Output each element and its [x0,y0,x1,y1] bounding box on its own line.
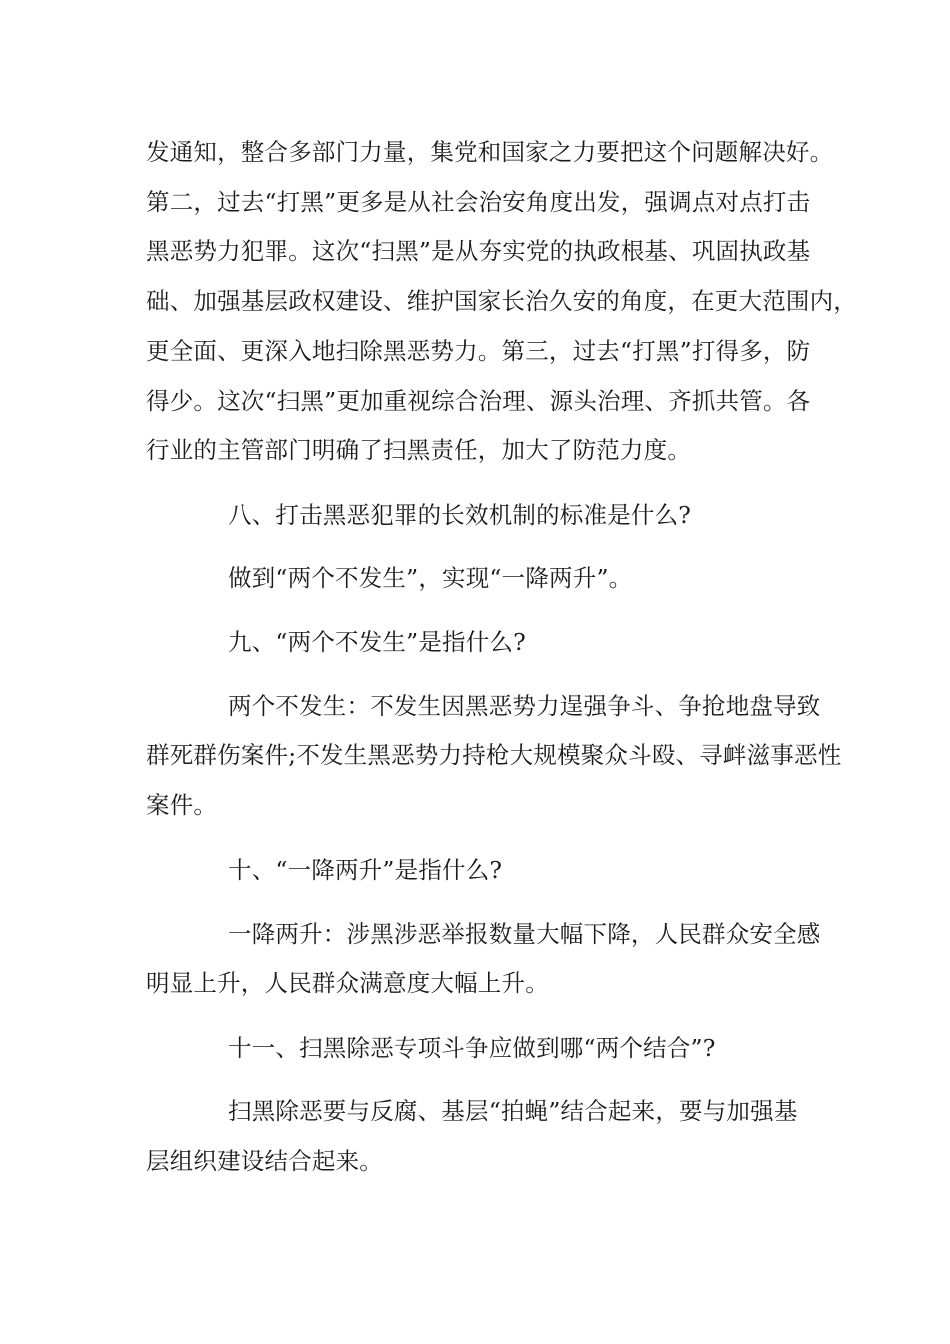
answer-line: 做到“两个不发生”，实现“一降两升”。 [228,564,633,592]
question-heading: 八、打击黑恶犯罪的长效机制的标准是什么? [228,501,692,529]
question-heading: 十一、扫黑除恶专项斗争应做到哪“两个结合”? [228,1034,716,1062]
question-heading: 九、“两个不发生”是指什么? [228,628,526,656]
answer-line: 扫黑除恶要与反腐、基层“拍蝇”结合起来，要与加强基 [228,1097,798,1125]
paragraph-line: 黑恶势力犯罪。这次“扫黑”是从夯实党的执政根基、巩固执政基 [146,237,811,265]
paragraph-line: 础、加强基层政权建设、维护国家长治久安的角度，在更大范围内， [146,287,857,315]
answer-line: 案件。 [146,791,218,819]
paragraph-line: 行业的主管部门明确了扫黑责任，加大了防范力度。 [146,436,692,464]
answer-line: 一降两升：涉黑涉恶举报数量大幅下降，人民群众安全感 [228,920,821,948]
answer-line: 明显上升，人民群众满意度大幅上升。 [146,969,549,997]
answer-line: 群死群伤案件;不发生黑恶势力持枪大规模聚众斗殴、寻衅滋事恶性 [146,741,842,769]
paragraph-line: 得少。这次“扫黑”更加重视综合治理、源头治理、齐抓共管。各 [146,387,811,415]
question-heading: 十、“一降两升”是指什么? [228,856,503,884]
paragraph-line: 第二，过去“打黑”更多是从社会治安角度出发，强调点对点打击 [146,188,811,216]
answer-line: 层组织建设结合起来。 [146,1147,383,1175]
answer-line: 两个不发生：不发生因黑恶势力逞强争斗、争抢地盘导致 [228,692,821,720]
paragraph-line: 更全面、更深入地扫除黑恶势力。第三，过去“打黑”打得多，防 [146,337,811,365]
paragraph-line: 发通知，整合多部门力量，集党和国家之力要把这个问题解决好。 [146,138,834,166]
